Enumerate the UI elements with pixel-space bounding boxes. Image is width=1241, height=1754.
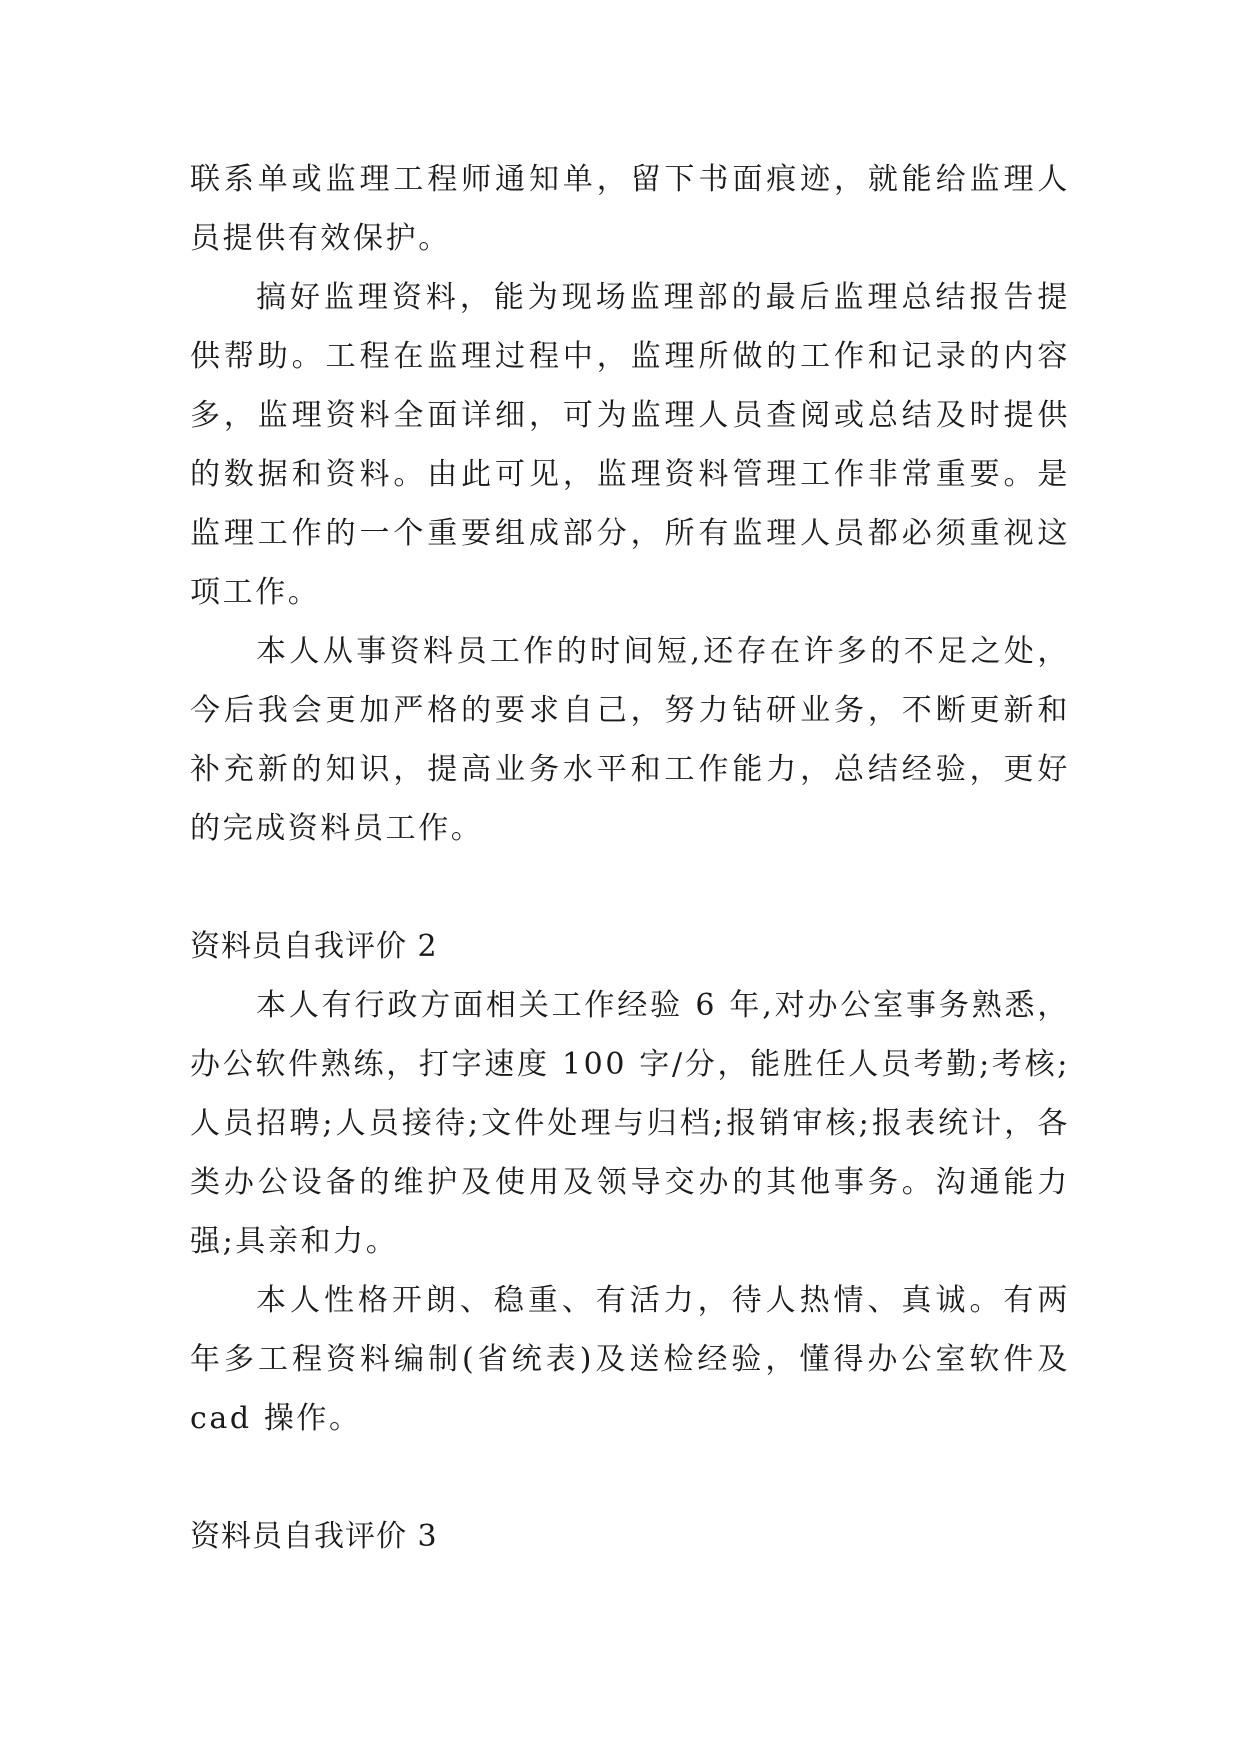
paragraph-personality: 本人性格开朗、稳重、有活力，待人热情、真诚。有两年多工程资料编制(省统表)及送检经验，懂得办公室软件及 cad 操作。 <box>190 1283 1070 1436</box>
section-3-heading: 资料员自我评价 3 <box>190 1519 438 1554</box>
paragraph-self-improvement: 本人从事资料员工作的时间短,还存在许多的不足之处，今后我会更加严格的要求自己，努力钻研业务，不断更新和补充新的知识，提高业务水平和工作能力，总结经验，更好的完成资料员工作。 <box>190 634 1070 846</box>
paragraph-monitoring-records: 搞好监理资料，能为现场监理部的最后监理总结报告提供帮助。工程在监理过程中，监理所做的工作和记录的内容多，监理资料全面详细，可为监理人员查阅或总结及时提供的数据和资料。由此可见，监理资料管理工作非常重要。是监理工作的一个重要组成部分，所有监理人员都必须重视这项工作。 <box>190 280 1070 610</box>
paragraph-admin-experience: 本人有行政方面相关工作经验 6 年,对办公室事务熟悉，办公软件熟练，打字速度 100 字/分，能胜任人员考勤;考核;人员招聘;人员接待;文件处理与归档;报销审核;报表统计，各类办公设备的维护及使用及领导交办的其他事务。沟通能力强;具亲和力。 <box>190 988 1070 1259</box>
document-body <box>190 150 1070 1566</box>
section-gap <box>190 858 1070 917</box>
paragraph-continuation: 联系单或监理工程师通知单，留下书面痕迹，就能给监理人员提供有效保护。 <box>190 162 1070 256</box>
section-gap <box>190 1448 1070 1507</box>
section-2-heading: 资料员自我评价 2 <box>190 929 438 964</box>
